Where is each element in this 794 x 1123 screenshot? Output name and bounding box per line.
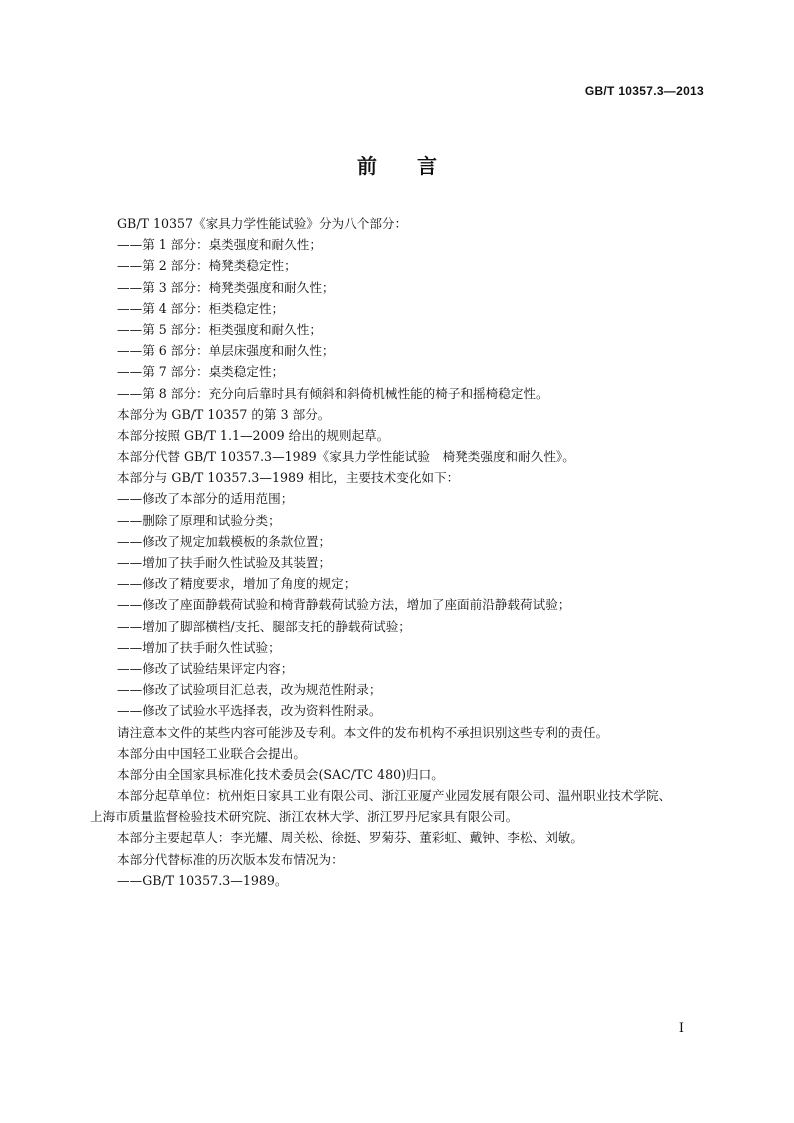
- list-item: ——增加了扶手耐久性试验及其装置；: [117, 555, 332, 570]
- list-item: ——第 5 部分：柜类强度和耐久性；: [117, 321, 322, 337]
- paragraph: 本部分由中国轻工业联合会提出。: [117, 745, 306, 761]
- list-item: ——第 8 部分：充分向后靠时具有倾斜和斜倚机械性能的椅子和摇椅稳定性。: [117, 385, 549, 401]
- list-item: ——删除了原理和试验分类；: [117, 512, 281, 528]
- page-number: I: [678, 1021, 684, 1036]
- list-item: ——第 6 部分：单层床强度和耐久性；: [117, 343, 335, 359]
- list-item: ——增加了扶手耐久性试验；: [117, 639, 281, 655]
- intro-line: GB/T 10357《家具力学性能试验》分为八个部分：: [117, 216, 408, 231]
- paragraph: 本部分起草单位：杭州炬日家具工业有限公司、浙江亚厦产业园发展有限公司、温州职业技术学院、: [117, 788, 672, 804]
- list-item: ——修改了规定加载模板的条款位置；: [117, 533, 332, 549]
- list-item: ——第 2 部分：椅凳类稳定性；: [117, 258, 297, 274]
- list-item: ——修改了试验项目汇总表，改为规范性附录；: [117, 682, 382, 698]
- list-item: ——GB/T 10357.3—1989。: [117, 872, 288, 888]
- paragraph: 本部分按照 GB/T 1.1—2009 给出的规则起草。: [117, 427, 390, 443]
- paragraph: 本部分与 GB/T 10357.3—1989 相比，主要技术变化如下：: [117, 470, 460, 486]
- paragraph: 本部分由全国家具标准化技术委员会(SAC/TC 480)归口。: [117, 766, 444, 782]
- standard-code: GB/T 10357.3—2013: [584, 84, 704, 98]
- page-title: 前言: [357, 154, 477, 178]
- list-item: ——修改了试验结果评定内容；: [117, 660, 294, 676]
- list-item: ——修改了座面静载荷试验和椅背静载荷试验方法，增加了座面前沿静载荷试验；: [117, 597, 571, 613]
- paragraph: 本部分代替标准的历次版本发布情况为：: [117, 851, 344, 867]
- list-item: ——第 4 部分：柜类稳定性；: [117, 300, 285, 316]
- foreword-body: [90, 213, 710, 891]
- list-item: ——增加了脚部横档/支托、腿部支托的静载荷试验；: [117, 618, 411, 634]
- paragraph: 本部分代替 GB/T 10357.3—1989《家具力学性能试验 椅凳类强度和耐久性》。: [117, 449, 575, 465]
- list-item: ——修改了试验水平选择表，改为资料性附录。: [117, 703, 382, 719]
- list-item: ——第 1 部分：桌类强度和耐久性；: [117, 237, 322, 253]
- list-item: ——第 7 部分：桌类稳定性；: [117, 364, 285, 380]
- list-item: ——修改了精度要求，增加了角度的规定；: [117, 576, 357, 592]
- paragraph-continuation: 上海市质量监督检验技术研究院、浙江农林大学、浙江罗丹尼家具有限公司。: [90, 809, 519, 825]
- paragraph: 本部分主要起草人：李光耀、周关松、徐挺、罗菊芬、董彩虹、戴钟、李松、刘敏。: [117, 830, 583, 846]
- paragraph: 请注意本文件的某些内容可能涉及专利。本文件的发布机构不承担识别这些专利的责任。: [117, 724, 609, 740]
- list-item: ——修改了本部分的适用范围；: [117, 491, 294, 507]
- paragraph: 本部分为 GB/T 10357 的第 3 部分。: [117, 406, 331, 422]
- list-item: ——第 3 部分：椅凳类强度和耐久性；: [117, 279, 335, 295]
